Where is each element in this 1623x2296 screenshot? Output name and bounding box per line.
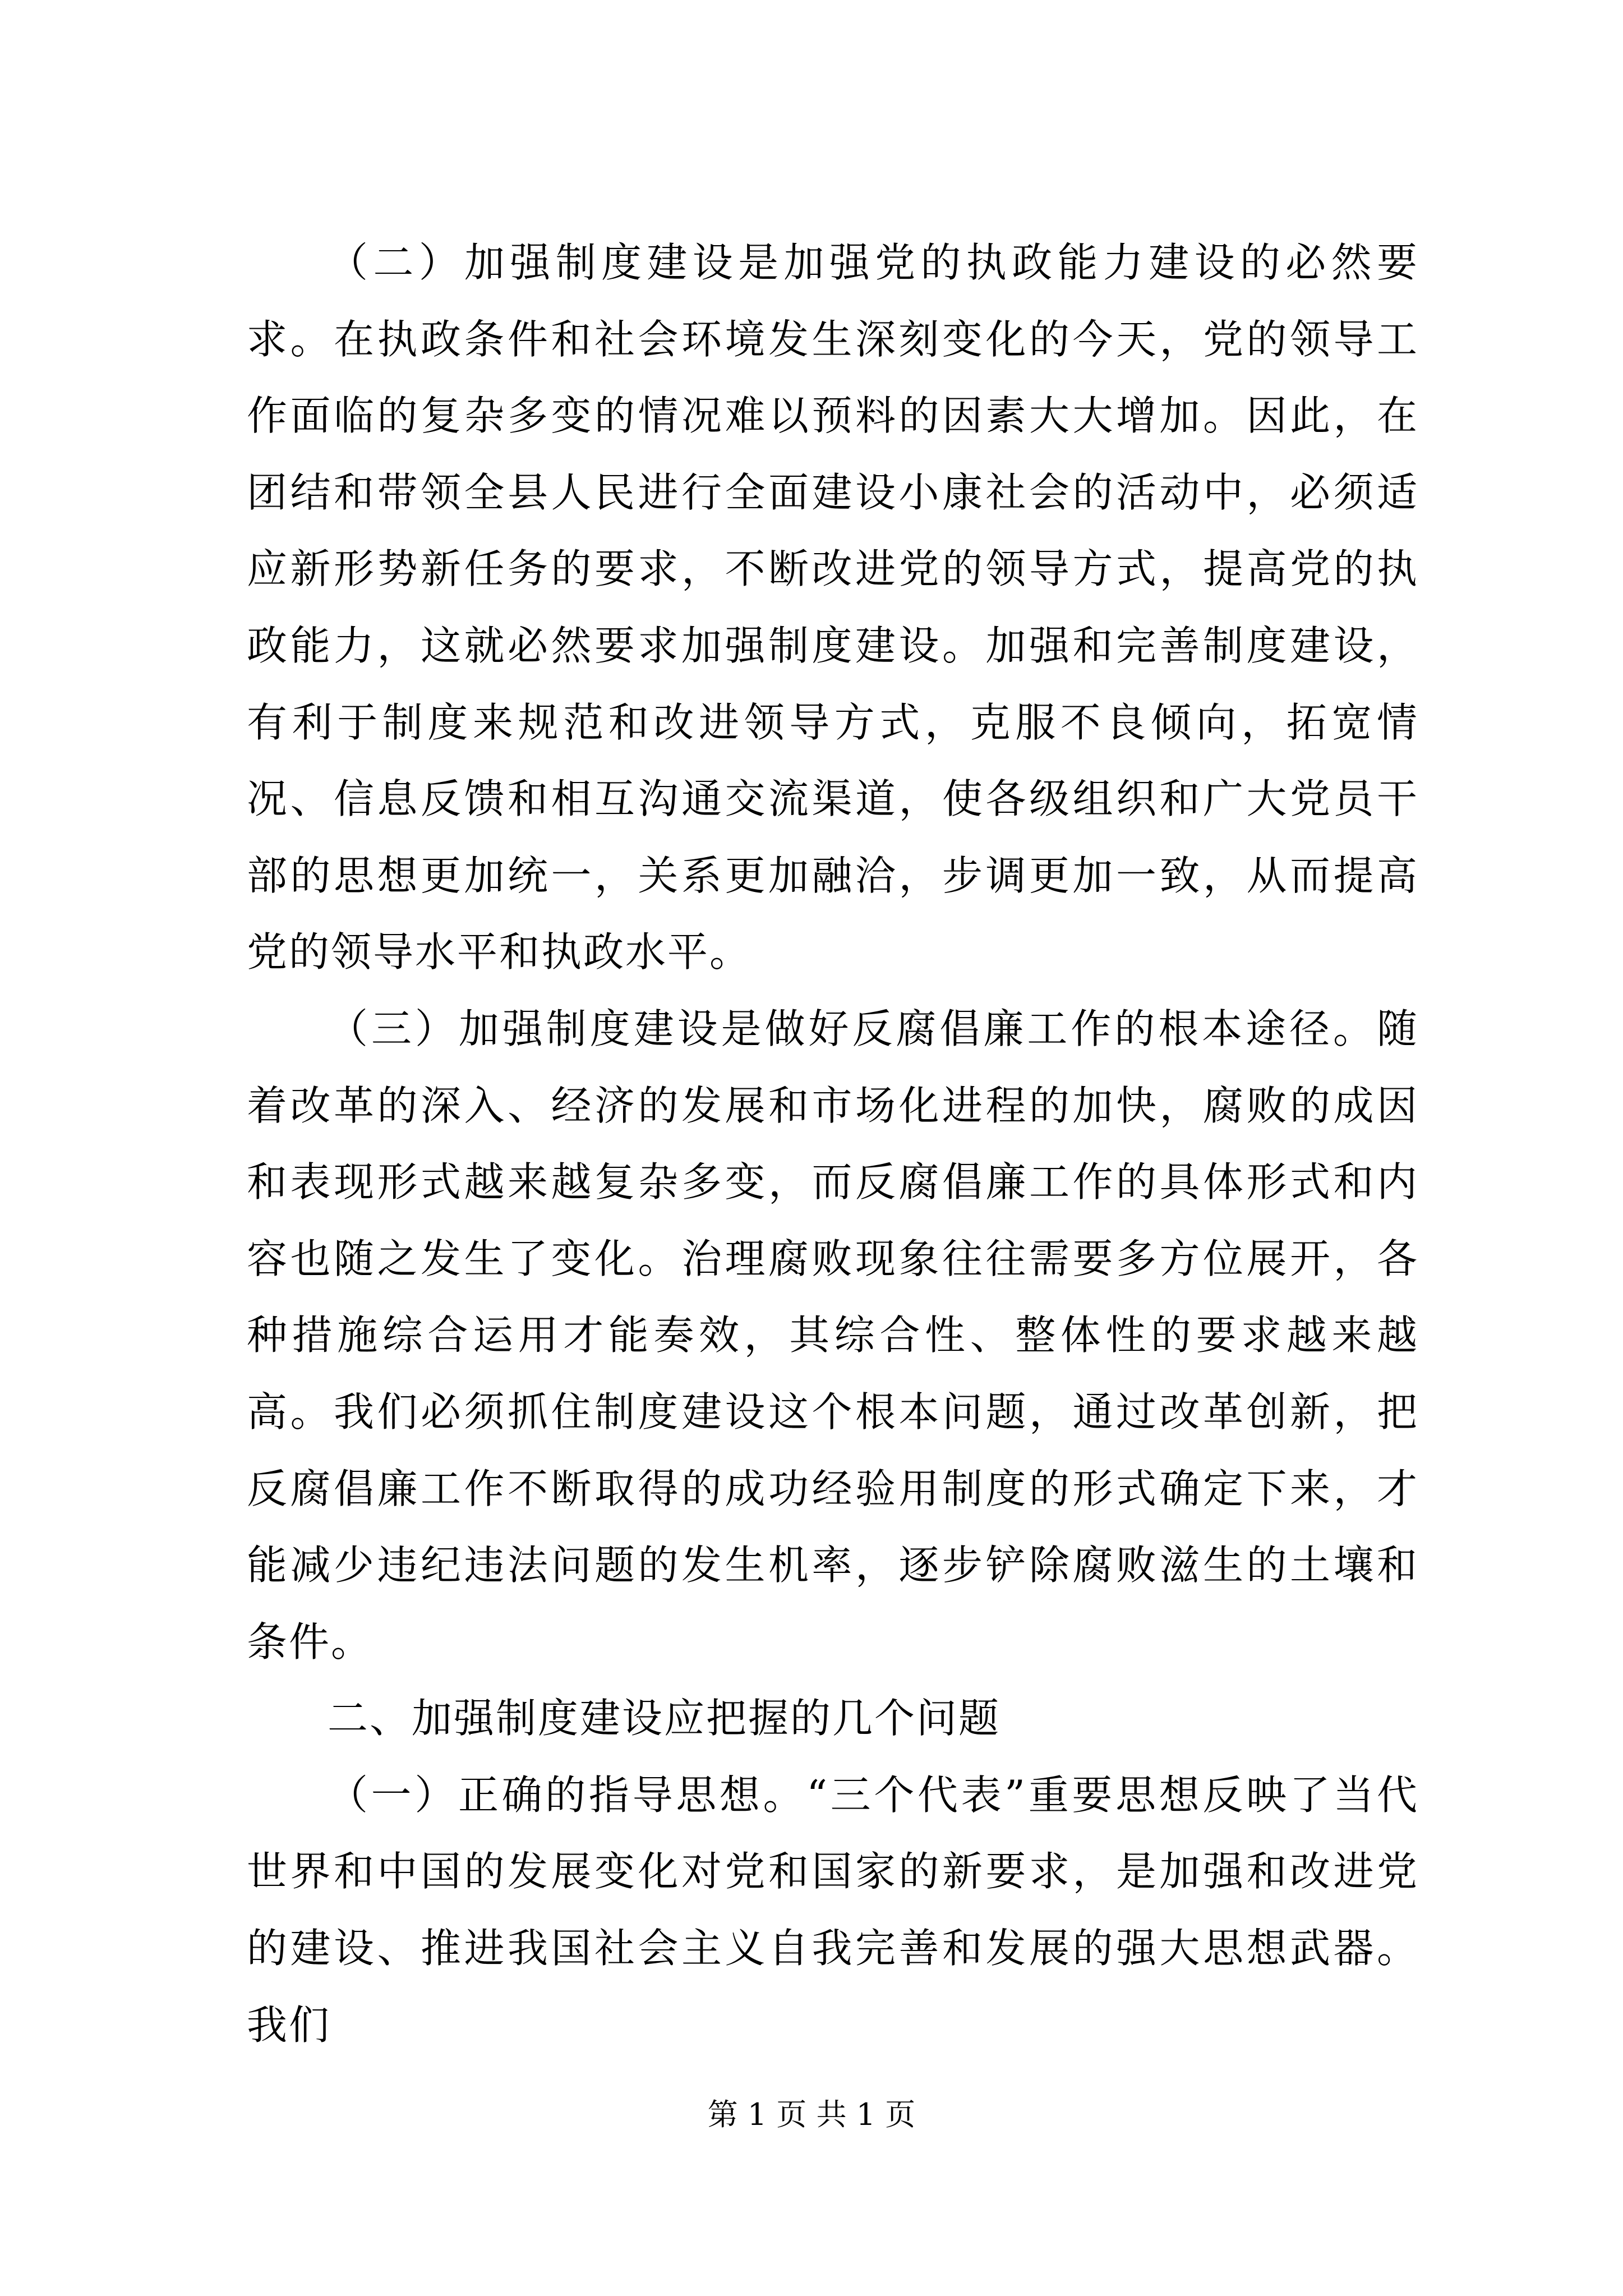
page-footer: 第 1 页 共 1 页 [707,2097,916,2132]
paragraph-section-2-3: （三）加强制度建设是做好反腐倡廉工作的根本途径。随着改革的深入、经济的发展和市场化进程的加快，腐败的成因和表现形式越来越复杂多变，而反腐倡廉工作的具体形式和内容也随之发生了变化。治理腐败现象往往需要多方位展开，各种措施综合运用才能奏效，其综合性、整体性的要求越来越高。我们必须抓住制度建设这个根本问题，通过改革创新，把反腐倡廉工作不断取得的成功经验用制度的形式确定下来，才能减少违纪违法问题的发生机率，逐步铲除腐败滋生的土壤和条件。 [247,1005,1419,1665]
paragraph-subsection-1: （一）正确的指导思想。“三个代表”重要思想反映了当代世界和中国的发展变化对党和国家的新要求，是加强和改进党的建设、推进我国社会主义自我完善和发展的强大思想武器。我们 [247,1771,1419,2049]
section-heading: 二、加强制度建设应把握的几个问题 [328,1695,1001,1742]
paragraph-section-2-2: （二）加强制度建设是加强党的执政能力建设的必然要求。在执政条件和社会环境发生深刻变化的今天，党的领导工作面临的复杂多变的情况难以预料的因素大大增加。因此，在团结和带领全县人民进行全面建设小康社会的活动中，必须适应新形势新任务的要求，不断改进党的领导方式，提高党的执政能力，这就必然要求加强制度建设。加强和完善制度建设，有利于制度来规范和改进领导方式，克服不良倾向，拓宽情况、信息反馈和相互沟通交流渠道，使各级组织和广大党员干部的思想更加统一，关系更加融洽，步调更加一致，从而提高党的领导水平和执政水平。 [247,239,1419,976]
document-body [247,224,1419,2063]
